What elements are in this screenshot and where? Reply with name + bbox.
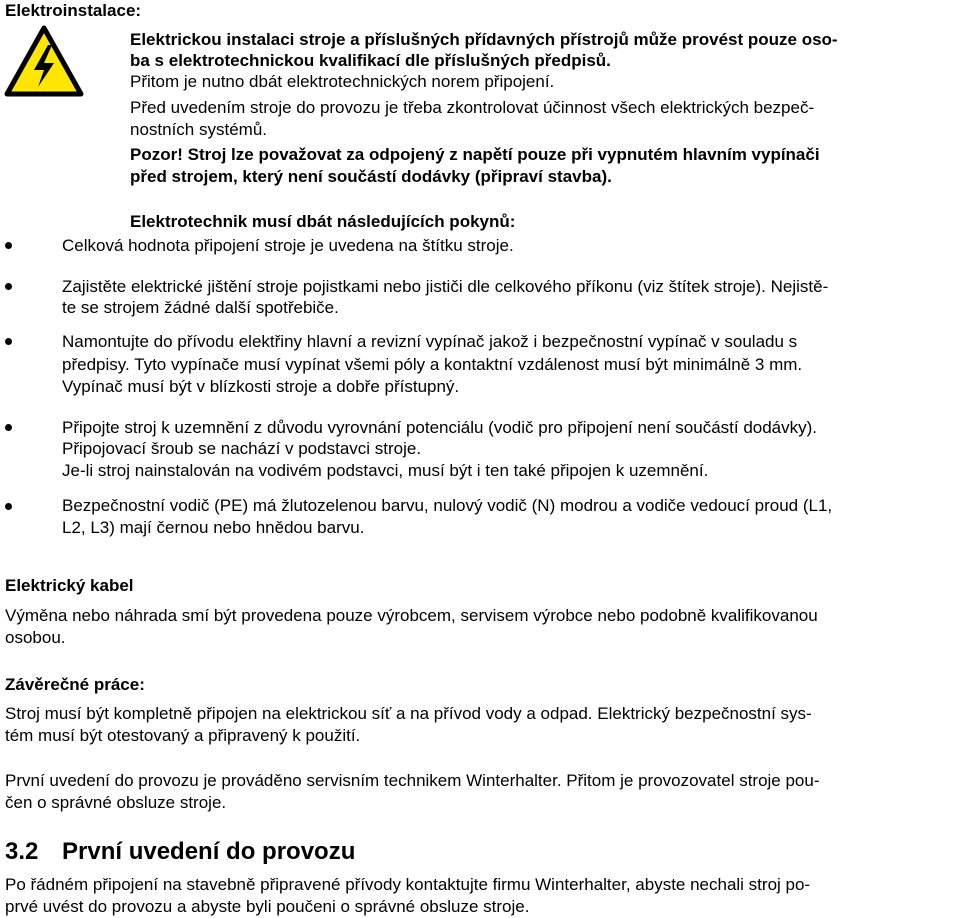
section-32-line: prvé uvést do provozu a abyste byli poučeni o správné obsluze stroje. (5, 897, 530, 916)
bullet-line: L2, L3) mají černou nebo hnědou barvu. (62, 518, 365, 537)
section-32-line: Po řádném připojení na stavebně připravené přívody kontaktujte firmu Winterhalter, abyste nechali stroj po- (5, 875, 811, 894)
final-para1-line: tém musí být otestovaný a připravený k použití. (5, 726, 361, 745)
bullet-line: Zajistěte elektrické jištění stroje pojistkami nebo jističi dle celkového příkonu (viz štítek stroje). Nejistě- (62, 277, 829, 296)
check-line: nostních systémů. (130, 120, 268, 139)
intro-line: ba s elektrotechnickou kvalifikací dle příslušných předpisů. (130, 51, 611, 70)
bullet-line: Namontujte do přívodu elektřiny hlavní a revizní vypínač jakož i bezpečnostní vypínač v souladu s (62, 332, 798, 351)
bullet-line: Bezpečnostní vodič (PE) má žlutozelenou barvu, nulový vodič (N) modrou a vodiče vedoucí proud (L1, (62, 496, 833, 515)
caution-line: před strojem, který není součástí dodávky (připraví stavba). (130, 167, 612, 186)
check-line: Před uvedením stroje do provozu je třeba zkontrolovat účinnost všech elektrických bezpeč- (130, 98, 815, 117)
cable-line: Výměna nebo náhrada smí být provedena pouze výrobcem, servisem výrobce nebo podobně kvalifikovanou (5, 606, 818, 625)
bullet-line: Připojte stroj k uzemnění z důvodu vyrovnání potenciálu (vodič pro připojení není součástí dodávky). (62, 418, 818, 437)
bullet-dot (5, 242, 12, 249)
bullet-line: Vypínač musí být v blízkosti stroje a dobře přístupný. (62, 377, 460, 396)
bullet-line: Je-li stroj nainstalován na vodivém podstavci, musí být i ten také připojen k uzemnění. (62, 461, 709, 480)
instructions-title: Elektrotechnik musí dbát následujících pokynů: (130, 212, 516, 231)
bullet-dot (5, 338, 12, 345)
bullet-dot (5, 283, 12, 290)
bullet-line: předpisy. Tyto vypínače musí vypínat všemi póly a kontaktní vzdálenost musí být minimálně 3 mm. (62, 355, 803, 374)
final-para1-line: Stroj musí být kompletně připojen na elektrickou síť a na přívod vody a odpad. Elektrický bezpečnostní sys- (5, 704, 812, 723)
section-heading-final: Závěrečné práce: (5, 675, 145, 694)
intro-line: Elektrickou instalaci stroje a příslušných přídavných přístrojů může provést pouze oso- (130, 30, 838, 49)
bullet-line: te se strojem žádné další spotřebiče. (62, 298, 339, 317)
bullet-dot (5, 424, 12, 431)
high-voltage-warning-icon (4, 25, 84, 97)
final-para2-line: První uvedení do provozu je prováděno servisním technikem Winterhalter. Přitom je provozovatel stroje pou- (5, 771, 820, 790)
section-heading-electrical: Elektroinstalace: (5, 1, 142, 20)
norms-line: Přitom je nutno dbát elektrotechnických norem připojení. (130, 72, 555, 91)
cable-line: osobou. (5, 628, 66, 647)
bullet-dot (5, 503, 12, 510)
bullet-line: Celková hodnota připojení stroje je uvedena na štítku stroje. (62, 236, 514, 255)
section-heading-cable: Elektrický kabel (5, 576, 134, 595)
section-number: 3.2 (5, 838, 39, 865)
final-para2-line: čen o správné obsluze stroje. (5, 793, 227, 812)
caution-line: Pozor! Stroj lze považovat za odpojený z napětí pouze při vypnutém hlavním vypínači (130, 145, 820, 164)
section-title: První uvedení do provozu (62, 838, 356, 865)
bullet-line: Připojovací šroub se nachází v podstavci stroje. (62, 439, 422, 458)
